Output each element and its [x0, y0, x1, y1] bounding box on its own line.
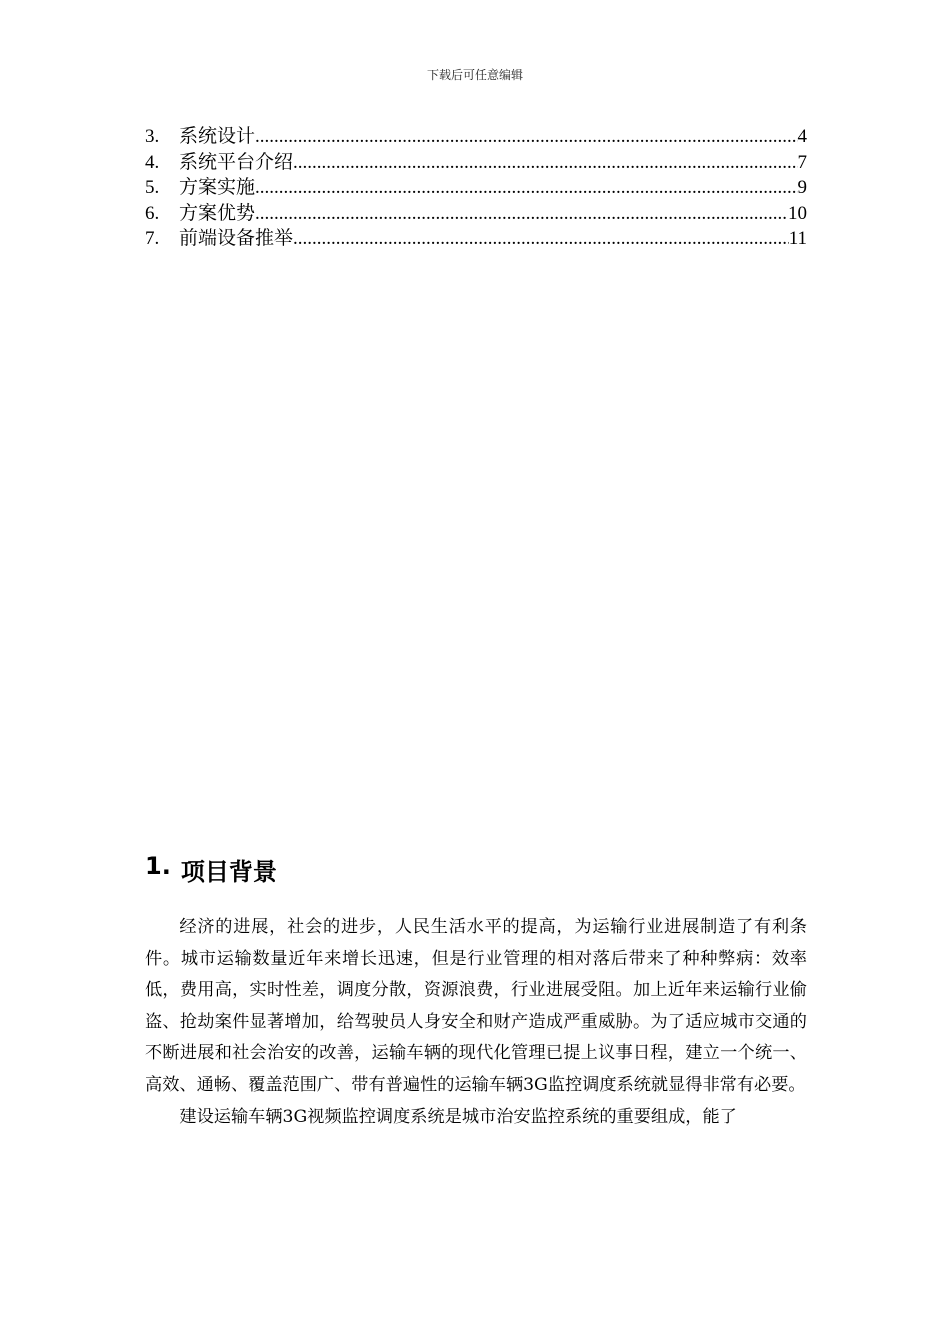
toc-entry-page: 7 — [797, 151, 807, 173]
toc-entry-number: 4. — [145, 151, 160, 173]
body-text — [145, 912, 807, 1133]
toc-entry-number: 7. — [145, 228, 160, 249]
toc-entry-number: 5. — [145, 177, 160, 198]
toc-entry-page: 11 — [788, 228, 807, 249]
toc-entry-6[interactable] — [145, 201, 807, 227]
toc-leader-dots — [293, 150, 797, 176]
paragraph: 建设运输车辆3G视频监控调度系统是城市治安监控系统的重要组成，能了 — [179, 1106, 737, 1127]
toc-entry-number: 3. — [145, 126, 160, 147]
toc-entry-title: 系统设计 — [179, 126, 256, 147]
toc-entry-page: 9 — [797, 177, 807, 198]
table-of-contents — [145, 124, 807, 252]
toc-entry-title: 前端设备推举 — [179, 228, 294, 249]
section-title: 项目背景 — [180, 858, 277, 886]
toc-entry-title: 方案实施 — [179, 177, 256, 198]
page-header: 下载后可任意编辑 — [426, 68, 523, 82]
toc-leader-dots — [293, 226, 789, 252]
toc-entry-page: 10 — [788, 202, 807, 224]
section-heading — [145, 852, 277, 887]
toc-entry-3[interactable] — [145, 124, 807, 150]
toc-entry-title: 方案优势 — [179, 202, 256, 224]
paragraph: 经济的进展，社会的进步，人民生活水平的提高，为运输行业进展制造了有利条件。城市运输数量近年来增长迅速，但是行业管理的相对落后带来了种种弊病：效率低，费用高，实时性差，调度分散，资源浪费，行业进展受阻。加上近年来运输行业偷盗、抢劫案件显著增加，给驾驶员人身安全和财产造成严重威胁。为了适应城市交通的不断进展和社会治安的改善，运输车辆的现代化管理已提上议事日程，建立一个统一、高效、通畅、覆盖范围广、带有普遍性的运输车辆3G监控调度系统就显得非常有必要。 — [145, 917, 807, 1095]
toc-entry-number: 6. — [145, 202, 160, 224]
toc-entry-title: 系统平台介绍 — [179, 151, 294, 173]
toc-entry-page: 4 — [797, 126, 807, 147]
toc-leader-dots — [255, 201, 788, 227]
section-number: 1. — [145, 852, 171, 880]
toc-entry-7[interactable] — [145, 226, 807, 252]
toc-entry-4[interactable] — [145, 150, 807, 176]
toc-entry-5[interactable] — [145, 175, 807, 201]
toc-leader-dots — [255, 124, 797, 150]
toc-leader-dots — [255, 175, 797, 201]
